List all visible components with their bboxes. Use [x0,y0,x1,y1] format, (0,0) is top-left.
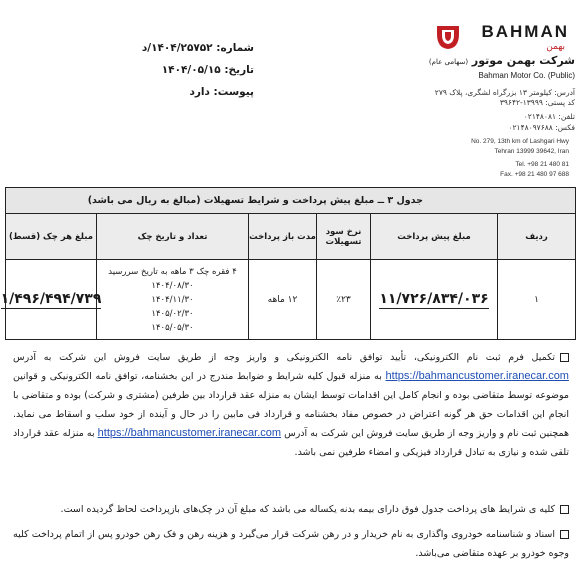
row-prepayment: ۱۱/۷۲۶/۸۳۴/۰۳۶ [379,290,489,307]
row-installment: ۱/۴۹۶/۴۹۴/۷۳۹ [0,290,102,307]
fax-fa: فکس: ۰۲۱۴۸۰۹۷۶۸۸ [508,123,575,132]
company-logo [443,14,575,54]
check-date: ۱۴۰۵/۰۲/۳۰ [151,308,194,319]
sales-site-link-2[interactable]: https://bahmancustomer.iranecar.com [97,427,282,439]
logo-wordmark: BAHMAN [481,22,569,41]
phone-fa: تلفن: ۰۲۱۴۸۰۸۱ [523,112,575,121]
paragraph-insurance: کلیه ی شرایط های پرداخت جدول فوق دارای بیمه بدنه یکساله می باشد که مبلغ آن در چک‌های بازپرداخت لحاظ گردیده است. [13,500,569,519]
paragraph-documents: اسناد و شناسنامه خودروی واگذاری به نام خریدار و در رهن شرکت قرار می‌گیرد و هزینه رهن و فک رهن خودرو پس از اتمام پرداخت کلیه وجوه خودرو بر عهده متقاضی می‌باشد. [13,529,569,559]
prepayment-table [0,187,576,340]
header-index: ردیف [497,214,575,260]
checks-title: ۴ فقره چک ۳ ماهه به تاریخ سررسید [108,266,237,277]
row-rate: ٪۲۳ [316,260,370,339]
row-duration: ۱۲ ماهه [248,260,316,339]
postal-code: کد پستی: ۱۳۹۹۹-۳۹۶۴۲ [499,98,575,107]
address-fa: آدرس: کیلومتر ۱۳ بزرگراه لشگری، پلاک ۲۷۹ [434,88,575,97]
bahman-logo-icon [433,22,463,52]
tel-en: Tel. +98 21 480 81 [515,161,569,168]
row-installment-cell [0,260,102,339]
header-checks: تعداد و تاریخ چک [96,214,248,260]
fax-en: Fax. +98 21 480 97 688 [500,171,569,178]
check-date: ۱۴۰۴/۱۱/۳۰ [151,294,194,305]
bullet-icon [560,505,569,514]
check-date: ۱۴۰۵/۰۵/۳۰ [151,322,194,333]
address-en: No. 279, 13th km of Lashgari Hwy [471,138,569,145]
header-duration: مدت باز پرداخت [248,214,316,260]
bullet-icon [560,530,569,539]
bullet-icon [560,353,569,362]
company-name-en: Bahman Motor Co. (Public) [478,71,575,80]
sales-site-link[interactable]: https://bahmancustomer.iranecar.com [385,370,569,382]
header-prepayment: مبلغ پیش پرداخت [370,214,497,260]
letter-date: تاریخ: ۱۴۰۴/۰۵/۱۵ [161,64,254,76]
logo-wordmark-fa: بهمن [546,42,565,52]
paragraph-registration: تکمیل فرم ثبت نام الکترونیکی، تأیید توافق نامه الکترونیکی و واریز وجه از طریق سایت فروش این شرکت به آدرس https://bahmancustomer.iranecar.com به منزله قبول کلیه شرایط و ضوابط مندرج در این بخشنامه، توافق نامه الکترونیکی و قوانین موضوعه توسط متقاضی بوده و انجام کامل این اقدامات توسط ایشان به منزله عقد قرارداد بین طرفین (مشتری و شرکت) بوده و متقاضی با انجام این اقدامات حق هر گونه اعتراض در خصوص مفاد بخشنامه و قرارداد فی مابین را در حال و آینده از خود سلب و اسقاط می نماید. همچنین ثبت نام و واریز وجه از طریق سایت فروش این شرکت به آدرس https://bahmancustomer.iranecar.com به منزله عقد قرارداد تلقی شده و نیازی به تبادل قرارداد فیزیکی و امضاء طرفین نمی باشد. [13,352,569,458]
company-type: (سهامی عام) [428,58,469,66]
company-name: شرکت بهمن موتور (سهامی عام) [428,54,575,67]
letter-attachment: پیوست: دارد [189,86,254,98]
row-prepayment-cell [370,260,497,339]
table-title: جدول ۳ ــ مبلغ پیش پرداخت و شرایط تسهیلات (مبالغ به ریال می باشد) [6,188,575,214]
header-installment: مبلغ هر چک (قسط) [6,214,96,260]
city-en: Tehran 13999 39642, Iran [494,148,569,155]
row-checks-cell [96,260,248,339]
header-rate: نرخ سود تسهیلات [316,214,370,260]
row-index: ۱ [497,260,575,339]
check-date: ۱۴۰۴/۰۸/۳۰ [151,280,194,291]
letter-number: شماره: ۱۴۰۴/۲۵۷۵۲/د [141,42,254,54]
